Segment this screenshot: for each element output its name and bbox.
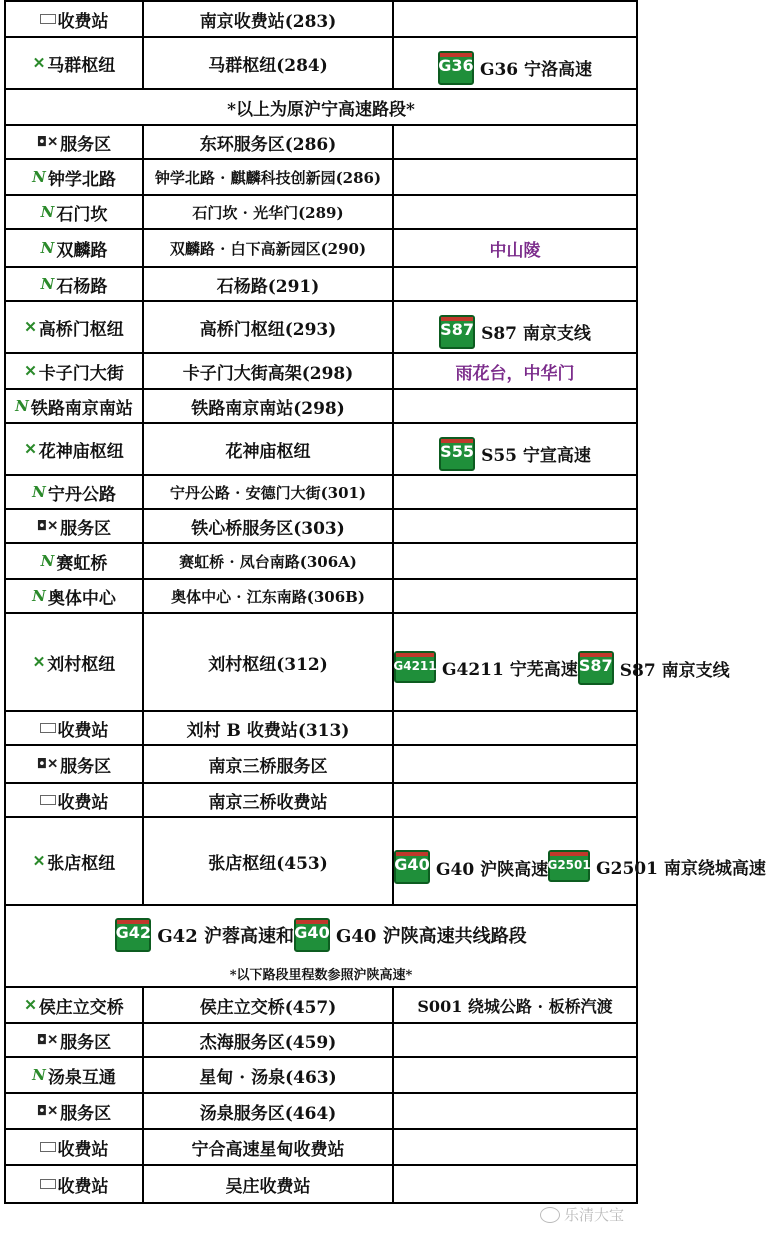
exit-type-cell	[5, 509, 143, 543]
wechat-icon	[540, 1207, 560, 1223]
exit-type-label: 花神庙枢纽	[38, 441, 124, 462]
interchange-icon: ✕	[24, 362, 37, 380]
exit-icon: N	[32, 483, 46, 501]
route-label: G40 沪陕高速	[436, 859, 549, 880]
exit-type-label: 服务区	[60, 756, 112, 777]
exit-type	[37, 514, 111, 539]
connection-cell	[393, 613, 730, 711]
connection-cell	[393, 1057, 637, 1093]
exit-name-cell: 南京三桥服务区	[143, 745, 393, 783]
exit-name-cell: 马群枢纽(284)	[143, 37, 393, 89]
exit-type-label: 张店枢纽	[47, 853, 116, 874]
exit-type-label: 收费站	[57, 1176, 109, 1197]
route-link	[439, 315, 591, 349]
table-row	[5, 1057, 637, 1093]
exit-type-cell	[5, 475, 143, 509]
exit-type-cell	[5, 229, 143, 267]
exit-type	[33, 51, 116, 76]
exit-type	[40, 1172, 109, 1197]
exit-type	[37, 752, 111, 777]
place-label: 中山陵	[489, 240, 541, 261]
shield-code: G36	[438, 55, 474, 75]
exit-type-cell	[5, 1057, 143, 1093]
exit-type-label: 收费站	[57, 720, 109, 741]
exit-type-cell	[5, 1093, 143, 1129]
interchange-icon: ✕	[32, 54, 46, 72]
table-row	[5, 711, 637, 745]
exit-type	[32, 584, 116, 609]
connection-cell	[393, 1165, 637, 1203]
service-area-icon: ◘✕	[36, 134, 59, 150]
interchange-icon: ✕	[32, 653, 46, 671]
highway-exit-table	[4, 0, 766, 1204]
route-label: S87 南京支线	[481, 324, 591, 344]
service-area-icon: ◘✕	[36, 518, 59, 534]
table-row	[5, 509, 637, 543]
exit-type-cell	[5, 389, 143, 423]
exit-type	[37, 1028, 111, 1053]
exit-type-label: 石门坎	[56, 204, 108, 225]
exit-type-cell	[5, 159, 143, 195]
connection-cell	[393, 817, 766, 905]
highway-shield-icon	[548, 850, 590, 882]
shield-code: G40	[294, 923, 330, 942]
table-row	[5, 1129, 637, 1165]
shield-code: S55	[440, 441, 474, 461]
connection-cell	[393, 543, 637, 579]
exit-type-cell	[5, 783, 143, 817]
exit-type-label: 奥体中心	[47, 588, 116, 609]
route-link	[394, 850, 548, 884]
table-row	[5, 389, 637, 423]
route-label: G2501 南京绕城高速	[596, 858, 766, 879]
shield-code: S87	[578, 656, 613, 675]
exit-type	[40, 7, 109, 32]
exit-type-cell	[5, 711, 143, 745]
table-row	[5, 301, 637, 353]
exit-icon: N	[40, 203, 55, 221]
highway-shield-icon	[438, 51, 474, 85]
exit-name-cell: 石杨路(291)	[143, 267, 393, 301]
exit-type-label: 双麟路	[56, 240, 108, 261]
connection-cell	[393, 301, 637, 353]
banner-title	[115, 918, 526, 952]
exit-type-cell	[5, 817, 143, 905]
exit-type	[40, 788, 109, 813]
exit-type	[41, 236, 108, 261]
exit-type	[40, 1135, 109, 1160]
route-link	[548, 850, 766, 882]
connection-cell	[393, 579, 637, 613]
exit-name-cell: 汤泉服务区(464)	[143, 1093, 393, 1129]
route-link	[578, 651, 730, 685]
exit-type-label: 收费站	[57, 1139, 109, 1160]
exit-type	[41, 549, 108, 574]
connection-cell	[393, 475, 637, 509]
exit-type-label: 服务区	[60, 1032, 112, 1053]
route-label: S87 南京支线	[619, 660, 730, 681]
toll-icon	[40, 795, 56, 805]
table-row	[5, 229, 637, 267]
exit-type	[24, 315, 124, 340]
exit-type-cell	[5, 195, 143, 229]
exit-type	[41, 272, 108, 297]
shield-code: G40	[394, 855, 430, 874]
exit-type-cell	[5, 543, 143, 579]
connection-cell	[393, 1093, 637, 1129]
exit-name-cell: 刘村枢纽(312)	[143, 613, 393, 711]
highway-shield-icon	[439, 437, 475, 471]
exit-name-cell: 侯庄立交桥(457)	[143, 987, 393, 1023]
highway-shield-icon	[294, 918, 330, 952]
service-area-icon: ◘✕	[36, 1032, 59, 1048]
table-row	[5, 423, 637, 475]
exit-icon: N	[32, 1066, 46, 1084]
watermark	[540, 1204, 624, 1225]
table-row	[5, 1165, 637, 1203]
exit-name-cell: 星甸 · 汤泉(463)	[143, 1057, 393, 1093]
table-row	[5, 783, 637, 817]
service-area-icon: ◘✕	[36, 1103, 59, 1119]
connection-cell	[393, 1, 637, 37]
connection-cell	[393, 267, 637, 301]
exit-name-cell: 双麟路 · 白下高新园区(290)	[143, 229, 393, 267]
exit-icon: N	[40, 239, 55, 257]
toll-icon	[40, 14, 56, 24]
connection-cell	[393, 1129, 637, 1165]
exit-type-label: 赛虹桥	[56, 553, 108, 574]
exit-type-label: 石杨路	[56, 276, 108, 297]
exit-type-label: 卡子门大街	[38, 363, 124, 384]
place-label: 雨花台，中华门	[455, 363, 575, 384]
exit-type-cell	[5, 1023, 143, 1057]
exit-name-cell: 花神庙枢纽	[143, 423, 393, 475]
table-row	[5, 353, 637, 389]
highway-shield-icon	[394, 850, 430, 884]
exit-name-cell: 钟学北路 · 麒麟科技创新园(286)	[143, 159, 393, 195]
exit-name-cell: 吴庄收费站	[143, 1165, 393, 1203]
exit-name-cell: 铁心桥服务区(303)	[143, 509, 393, 543]
exit-type-label: 刘村枢纽	[47, 654, 116, 675]
exit-type-cell	[5, 745, 143, 783]
exit-type-cell	[5, 423, 143, 475]
exit-type	[32, 480, 116, 505]
table-row	[5, 267, 637, 301]
connection-cell	[393, 353, 637, 389]
shield-code: G4211	[393, 659, 437, 673]
interchange-icon: ✕	[32, 852, 46, 870]
highway-shield-icon	[578, 651, 614, 685]
connection-cell	[393, 987, 637, 1023]
exit-type-label: 侯庄立交桥	[38, 997, 124, 1018]
exit-name-cell: 赛虹桥 · 凤台南路(306A)	[143, 543, 393, 579]
shield-code: G42	[115, 923, 152, 942]
connection-cell	[393, 195, 637, 229]
shield-code: S87	[440, 319, 474, 339]
exit-name-cell: 高桥门枢纽(293)	[143, 301, 393, 353]
exit-type-label: 收费站	[57, 792, 109, 813]
exit-name-cell: 宁合高速星甸收费站	[143, 1129, 393, 1165]
shield-code: G2501	[547, 858, 591, 872]
exit-type-label: 服务区	[60, 518, 112, 539]
service-area-icon: ◘✕	[36, 756, 59, 772]
exit-icon: N	[40, 552, 55, 570]
exit-type-label: 钟学北路	[47, 169, 116, 190]
connection-cell	[393, 423, 637, 475]
connection-cell	[393, 389, 637, 423]
banner-route-a: G42 沪蓉高速和	[157, 926, 294, 947]
exit-type	[33, 650, 116, 675]
exit-type	[40, 716, 109, 741]
exit-type-cell	[5, 267, 143, 301]
route-label: S55 宁宣高速	[481, 446, 591, 466]
toll-icon	[40, 723, 56, 733]
exit-type-label: 服务区	[60, 1103, 112, 1124]
exit-type	[33, 849, 116, 874]
exit-type-cell	[5, 125, 143, 159]
table-row	[5, 745, 637, 783]
connection-cell	[393, 783, 637, 817]
table-row	[5, 159, 637, 195]
exit-icon: N	[32, 587, 46, 605]
table-row	[5, 543, 637, 579]
table-row	[5, 613, 637, 711]
place-label: S001 绕城公路 · 板桥汽渡	[417, 996, 613, 1016]
toll-icon	[40, 1179, 56, 1189]
table-row	[5, 817, 637, 905]
route-link	[394, 651, 578, 683]
exit-type-cell	[5, 579, 143, 613]
banner-route-b: G40 沪陕高速共线路段	[336, 926, 527, 947]
exit-type	[37, 130, 111, 155]
exit-name-cell: 东环服务区(286)	[143, 125, 393, 159]
exit-name-cell: 铁路南京南站(298)	[143, 389, 393, 423]
exit-type-cell	[5, 1129, 143, 1165]
exit-name-cell: 石门坎 · 光华门(289)	[143, 195, 393, 229]
route-link	[438, 51, 592, 85]
exit-type-label: 服务区	[60, 134, 112, 155]
interchange-icon: ✕	[24, 996, 37, 1014]
exit-type	[24, 437, 124, 462]
exit-type	[24, 359, 124, 384]
route-link	[439, 437, 591, 471]
connection-cell	[393, 509, 637, 543]
exit-type-label: 铁路南京南站	[30, 398, 133, 419]
exit-type	[24, 993, 124, 1018]
exit-type-label: 汤泉互通	[47, 1067, 116, 1088]
connection-cell	[393, 1023, 637, 1057]
toll-icon	[40, 1142, 56, 1152]
table-row	[5, 905, 637, 987]
exit-name-cell: 刘村 B 收费站(313)	[143, 711, 393, 745]
interchange-icon: ✕	[24, 318, 37, 336]
exit-name-cell: 南京收费站(283)	[143, 1, 393, 37]
watermark-text: 乐清大宝	[563, 1206, 624, 1224]
table-row	[5, 37, 637, 89]
exit-type-label: 收费站	[57, 11, 109, 32]
table-row	[5, 475, 637, 509]
table-row	[5, 1093, 637, 1129]
interchange-icon: ✕	[24, 440, 37, 458]
connection-cell	[393, 745, 637, 783]
table-row	[5, 89, 637, 125]
exit-type-cell	[5, 1, 143, 37]
route-label: G4211 宁芜高速	[442, 659, 578, 680]
exit-name-cell: 杰海服务区(459)	[143, 1023, 393, 1057]
exit-icon: N	[32, 168, 46, 186]
banner-note: *以下路段里程数参照沪陕高速*	[229, 968, 413, 983]
exit-type-cell	[5, 987, 143, 1023]
exit-name-cell: 宁丹公路 · 安德门大街(301)	[143, 475, 393, 509]
exit-type-cell	[5, 353, 143, 389]
exit-name-cell: 奥体中心 · 江东南路(306B)	[143, 579, 393, 613]
highway-shield-icon	[115, 918, 151, 952]
exit-type-cell	[5, 301, 143, 353]
highway-shield-icon	[439, 315, 475, 349]
connection-cell	[393, 711, 637, 745]
route-label: G36 宁洛高速	[479, 60, 593, 80]
exit-type	[32, 1063, 116, 1088]
exit-name-cell: 张店枢纽(453)	[143, 817, 393, 905]
connection-cell	[393, 229, 637, 267]
table-row	[5, 1, 637, 37]
table-row	[5, 579, 637, 613]
table-row	[5, 1023, 637, 1057]
exit-icon: N	[15, 397, 29, 415]
exit-type	[32, 165, 116, 190]
table-row	[5, 987, 637, 1023]
table-row	[5, 125, 637, 159]
connection-cell	[393, 37, 637, 89]
section-note: *以上为原沪宁高速路段*	[5, 89, 637, 125]
connection-cell	[393, 159, 637, 195]
highway-shield-icon	[394, 651, 436, 683]
connection-cell	[393, 125, 637, 159]
exit-type-label: 高桥门枢纽	[38, 319, 124, 340]
table-row	[5, 195, 637, 229]
exit-type-label: 宁丹公路	[47, 484, 116, 505]
exit-name-cell: 南京三桥收费站	[143, 783, 393, 817]
exit-type-cell	[5, 613, 143, 711]
exit-type	[15, 394, 133, 419]
exit-type-cell	[5, 1165, 143, 1203]
exit-name-cell: 卡子门大街高架(298)	[143, 353, 393, 389]
exit-type-cell	[5, 37, 143, 89]
shared-route-banner	[5, 905, 637, 987]
exit-type-label: 马群枢纽	[47, 55, 116, 76]
exit-type	[41, 200, 108, 225]
exit-type	[37, 1099, 111, 1124]
exit-icon: N	[40, 275, 55, 293]
